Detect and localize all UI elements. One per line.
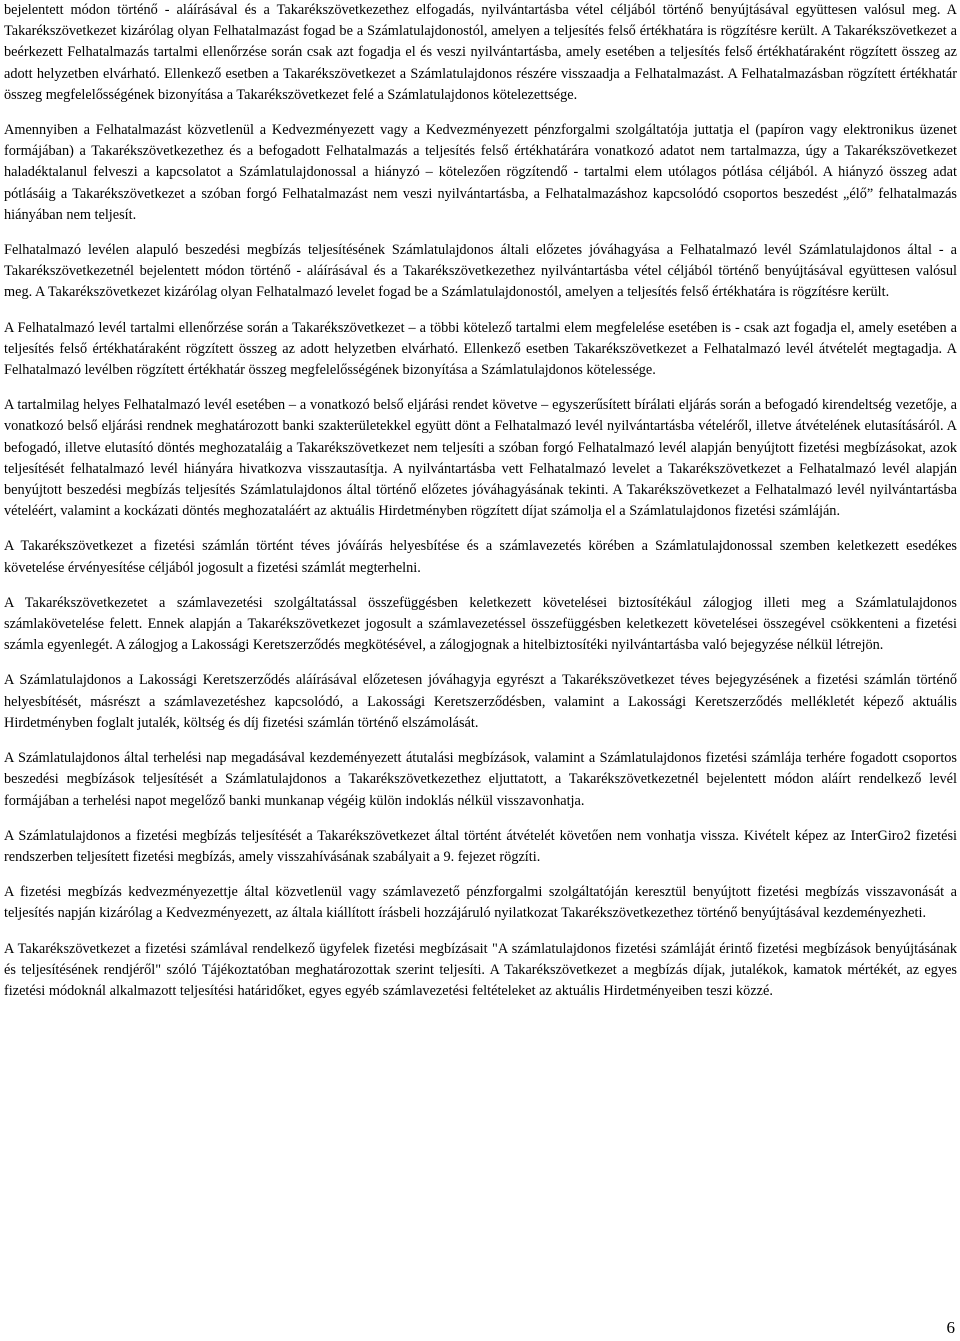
- document-body: [4, 0, 957, 1016]
- paragraph-4: A Felhatalmazó levél tartalmi ellenőrzése során a Takarékszövetkezet – a többi kötelező tartalmi elem megfelelése esetében is - csak azt fogadja el, amely esetében a teljesítés felső értékhatáraként rögzített összeg az adott helyzetben elvárható. Ellenkező esetben Takarékszövetkezet a Felhatalmazó levél átvételét megtagadja. A Felhatalmazó levélben rögzített értékhatár összeg megfelelősségének bizonyítása a Számlatulajdonos kötelessége.: [4, 319, 957, 379]
- paragraph-6: A Takarékszövetkezet a fizetési számlán történt téves jóváírás helyesbítése és a számlavezetés körében a Számlatulajdonossal szemben keletkezett esedékes követelése érvényesítése céljából jogosult a fizetési számlát megterhelni.: [4, 538, 957, 576]
- paragraph-9: A Számlatulajdonos által terhelési nap megadásával kezdeményezett átutalási megbízások, valamint a Számlatulajdonos fizetési számlája terhére fogadott csoportos beszedési megbízások teljesítését a Számlatulajdonos a Takarékszövetkezethez eljuttatott, a Takarékszövetkezetnél bejelentett módon aláírt rendelkező levél formájában a terhelési napot megelőző banki munkanap végéig külön indoklás nélkül visszavonhatja.: [4, 750, 957, 809]
- paragraph-1: bejelentett módon történő - aláírásával és a Takarékszövetkezethez elfogadás, nyilvántartásba vétel céljából történő benyújtásával együttesen valósul meg. A Takarékszövetkezet kizárólag olyan Felhatalmazást fogad be a Számlatulajdonostól, amelyen a teljesítés felső értékhatára is rögzítésre került. A Takarékszövetkezet a beérkezett Felhatalmazás tartalmi ellenőrzése során csak azt fogadja el és veszi nyilvántartásba, amely esetében a teljesítés felső értékhatáraként rögzített összeg az adott helyzetben elvárható. Ellenkező esetben a Takarékszövetkezet a Számlatulajdonos részére visszaadja a Felhatalmazást. A Felhatalmazásban rögzített értékhatár összeg megfelelősségének bizonyítása a Takarékszövetkezet felé a Számlatulajdonos kötelezettsége.: [4, 2, 957, 103]
- paragraph-3: Felhatalmazó levélen alapuló beszedési megbízás teljesítésének Számlatulajdonos általi előzetes jóváhagyása a Felhatalmazó levél Számlatulajdonos által - a Takarékszövetkezetnél bejelentett módon történő - aláírásával és a Takarékszövetkezethez nyilvántartásba vétel céljából történő benyújtásával együttesen valósul meg. A Takarékszövetkezet kizárólag olyan Felhatalmazó levelet fogad be a Számlatulajdonostól, amelyen a teljesítés felső értékhatára is rögzítésre került.: [4, 242, 957, 301]
- paragraph-8: A Számlatulajdonos a Lakossági Keretszerződés aláírásával előzetesen jóváhagyja egyrészt a Takarékszövetkezet téves bejegyzésének a fizetési számlán történő helyesbítését, másrészt a számlavezetéshez kapcsolódó, a Lakossági Keretszerződésben, valamint a Lakossági Keretszerződés mellékletét képező aktuális Hirdetményben foglalt jutalék, költség és díj fizetési számlán történő elszámolását.: [4, 672, 957, 731]
- paragraph-12: A Takarékszövetkezet a fizetési számlával rendelkező ügyfelek fizetési megbízásait "A számlatulajdonos fizetési számláját érintő fizetési megbízások benyújtásának és teljesítésének rendjéről" szóló Tájékoztatóban meghatározottak szerint teljesíti. A Takarékszövetkezet a megbízás díjak, jutalékok, kamatok mértékét, az egyes fizetési módoknál alkalmazott teljesítési határidőket, egyes egyéb számlavezetési feltételeket az aktuális Hirdetményeiben teszi közzé.: [4, 940, 957, 999]
- paragraph-11: A fizetési megbízás kedvezményezettje által közvetlenül vagy számlavezető pénzforgalmi szolgáltatóján keresztül benyújtott fizetési megbízás visszavonását a teljesítés napján kizárólag a Kedvezményezett, az általa kiállított írásbeli hozzájáruló nyilatkozat Takarékszövetkezethez történő benyújtásával kezdeményezheti.: [4, 884, 957, 922]
- paragraph-10: A Számlatulajdonos a fizetési megbízás teljesítését a Takarékszövetkezet által történt átvételét követően nem vonhatja vissza. Kivételt képez az InterGiro2 fizetési rendszerben teljesített fizetési megbízás, amely visszahívásának szabályait a 9. fejezet rögzíti.: [4, 827, 957, 865]
- page-number: 6: [946, 1318, 955, 1337]
- paragraph-5: A tartalmilag helyes Felhatalmazó levél esetében – a vonatkozó belső eljárási rendet követve – egyszerűsített bírálati eljárás során a befogadó kirendeltség vezetője, a vonatkozó belső eljárási rendnek meghatározott banki szakterületekkel együtt dönt a Felhatalmazó levél nyilvántartásba vételéről, illetve átvételének elutasításáról. A befogadó, illetve elutasító döntés meghozataláig a Takarékszövetkezet nem teljesíti a szóban forgó Felhatalmazó levél alapján benyújtott fizetési megbízásokat, azok teljesítését felhatalmazó levél hiányára hivatkozva visszautasítja. A nyilvántartásba vett Felhatalmazó levelet a Takarékszövetkezet a Felhatalmazó levél alapján benyújtott beszedési megbízás teljesítés Számlatulajdonos által történő előzetes jóváhagyásának tekinti. A Takarékszövetkezet a Felhatalmazó levél nyilvántartásba vételéért, valamint a kockázati döntés meghozataláért az aktuális Hirdetményben rögzített díjat számolja el a Számlatulajdonos fizetési számláján.: [4, 397, 957, 520]
- paragraph-7: A Takarékszövetkezetet a számlavezetési szolgáltatással összefüggésben keletkezett követelései biztosítékául zálogjog illeti meg a Számlatulajdonos számlakövetelése felett. Ennek alapján a Takarékszövetkezet jogosult a számlavezetéssel összefüggésben keletkezett követelései összegével csökkenteni a fizetési számla egyenlegét. A zálogjog a Lakossági Keretszerződés megkötésével, a zálogjognak a hitelbiztosítéki nyilvántartásba való bejegyzése nélkül létrejön.: [4, 594, 957, 654]
- paragraph-2: Amennyiben a Felhatalmazást közvetlenül a Kedvezményezett vagy a Kedvezményezett pénzforgalmi szolgáltatója juttatja el (papíron vagy elektronikus üzenet formájában) a Takarékszövetkezethez és a befogadott Felhatalmazás a teljesítés felső értékhatárára vonatkozó adatot nem tartalmazza, úgy a Takarékszövetkezet haladéktalanul felveszi a kapcsolatot a Számlatulajdonossal a hiányzó – kötelezően rögzítendő - tartalmi elem utólagos pótlása céljából. A hiányzó összeg adat pótlásáig a Takarékszövetkezet a szóban forgó Felhatalmazást nem veszi nyilvántartásba, a Felhatalmazáshoz kapcsolódó csoportos beszedést „élő” felhatalmazás hiányában nem teljesít.: [4, 122, 957, 223]
